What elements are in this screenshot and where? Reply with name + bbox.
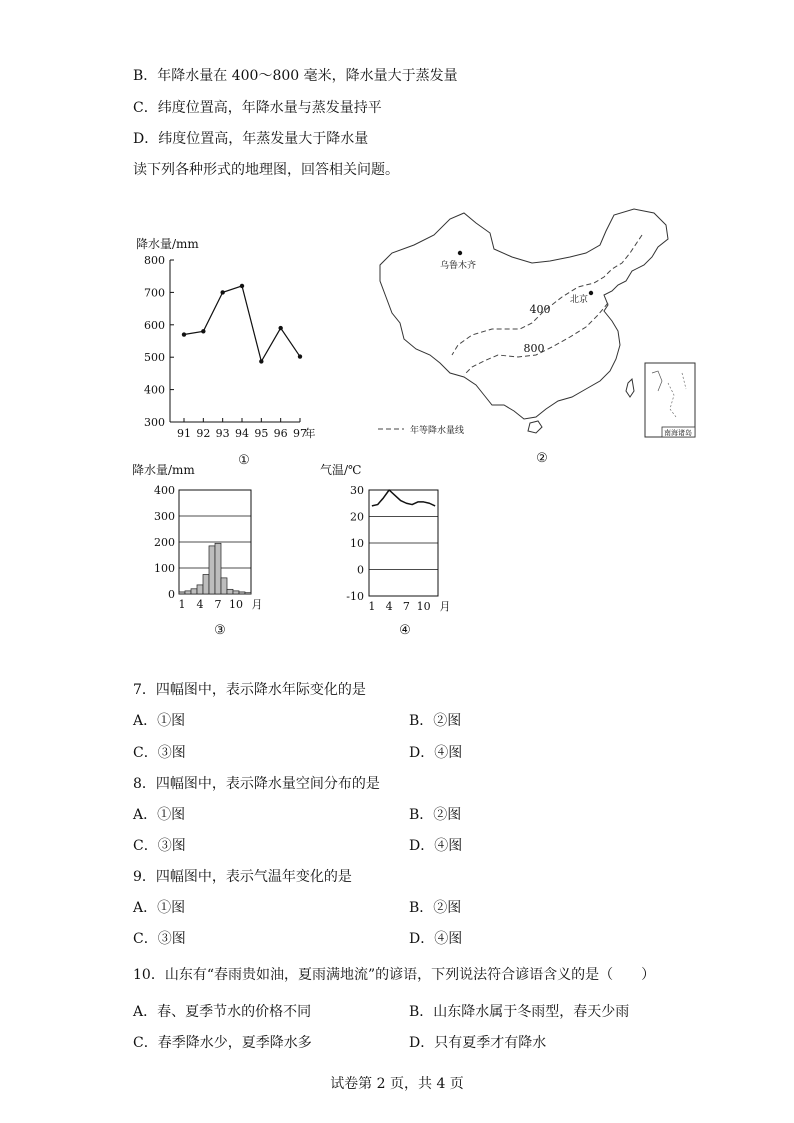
q8-option-c[interactable]: C．③图	[133, 838, 186, 854]
fig1-ytick-label: 700	[144, 286, 165, 300]
fig3-bar	[215, 543, 221, 594]
question-10-stem: 10．山东有“春雨贵如油，夏雨满地流”的谚语，下列说法符合谚语含义的是（ ）	[133, 967, 656, 983]
fig1-data-point	[182, 332, 186, 336]
fig1-series-line	[184, 286, 300, 361]
fig3-x-unit: 月	[251, 598, 263, 611]
fig4-ytick-label: 0	[357, 563, 364, 577]
q10-option-b[interactable]: B．山东降水属于冬雨型，春天少雨	[409, 1004, 630, 1020]
question-8-stem: 8．四幅图中，表示降水量空间分布的是	[133, 776, 380, 792]
fig3-ytick-label: 400	[154, 484, 175, 497]
question-7-stem: 7．四幅图中，表示降水年际变化的是	[133, 682, 366, 698]
fig4-ytick-label: 20	[350, 510, 364, 524]
fig1-data-point	[220, 290, 224, 294]
fig4-ytick-label: 30	[350, 484, 364, 497]
fig1-ytick-label: 800	[144, 254, 165, 267]
fig3-ylabel: 降水量/mm	[132, 463, 195, 477]
q8-option-b[interactable]: B．②图	[409, 807, 462, 823]
fig3-bar	[191, 589, 197, 594]
q8-option-d[interactable]: D．④图	[409, 838, 463, 854]
fig3-ytick-label: 200	[154, 536, 175, 549]
hainan-island	[528, 421, 542, 433]
prompt-text: 读下列各种形式的地理图，回答相关问题。	[133, 162, 399, 178]
q10-option-d[interactable]: D．只有夏季才有降水	[409, 1035, 547, 1051]
q10-option-a[interactable]: A．春、夏季节水的价格不同	[133, 1004, 312, 1020]
fig3-bar	[185, 591, 191, 594]
q9-option-a[interactable]: A．①图	[133, 900, 186, 916]
fig1-xtick-label: 91	[177, 427, 191, 440]
fig1-ytick-label: 400	[144, 383, 165, 397]
fig3-label: ③	[214, 623, 226, 638]
fig1-xtick-label: 92	[196, 427, 211, 440]
fig3-xtick-label: 7	[214, 598, 222, 611]
fig3-xtick-label: 1	[178, 598, 186, 611]
question-9-stem: 9．四幅图中，表示气温年变化的是	[133, 869, 352, 885]
beijing-dot	[589, 291, 593, 295]
fig4-ytick-label: -10	[346, 590, 364, 603]
fig4-ytick-label: 10	[350, 537, 364, 550]
beijing-label: 北京	[569, 295, 589, 305]
fig3-bar	[239, 592, 245, 594]
q9-option-b[interactable]: B．②图	[409, 900, 462, 916]
fig4-xtick-label: 7	[402, 600, 410, 613]
taiwan-island	[626, 379, 634, 397]
fig1-ytick-label: 500	[144, 351, 165, 365]
fig3-bar	[203, 575, 209, 595]
isoline-400-label: 400	[529, 303, 551, 316]
fig4-temperature-line	[372, 490, 435, 506]
fig1-data-point	[278, 326, 282, 330]
option-d-text: D．纬度位置高，年蒸发量大于降水量	[133, 131, 369, 147]
isoline-800-label: 800	[523, 342, 545, 355]
fig3-ytick-label: 300	[154, 510, 175, 523]
q7-option-a[interactable]: A．①图	[133, 713, 186, 729]
fig3-bar	[179, 592, 185, 594]
south-china-sea-inset	[645, 363, 695, 437]
fig1-ytick-label: 300	[144, 416, 165, 429]
fig3-bar	[245, 593, 251, 594]
fig1-ylabel: 降水量/mm	[136, 237, 199, 251]
option-b-text: B．年降水量在 400～800 毫米，降水量大于蒸发量	[133, 68, 458, 84]
fig4-label: ④	[399, 623, 411, 638]
fig4-ylabel: 气温/℃	[320, 463, 362, 477]
fig1-data-point	[259, 359, 263, 363]
china-outline	[380, 209, 668, 419]
inset-label: 南海诸岛	[664, 429, 692, 437]
urumqi-label: 乌鲁木齐	[439, 261, 477, 271]
fig4-xtick-label: 1	[368, 600, 376, 613]
fig4-xtick-label: 4	[385, 600, 393, 613]
q7-option-d[interactable]: D．④图	[409, 745, 463, 761]
option-c-text: C．纬度位置高，年降水量与蒸发量持平	[133, 100, 382, 116]
fig2-label: ②	[536, 451, 548, 466]
q10-option-c[interactable]: C．春季降水少，夏季降水多	[133, 1035, 312, 1051]
fig1-xtick-label: 97	[293, 427, 307, 440]
fig3-ytick-label: 100	[154, 562, 175, 575]
legend-label: 年等降水量线	[410, 426, 465, 436]
isohyet-400	[452, 235, 642, 355]
urumqi-dot	[458, 251, 462, 255]
q9-option-c[interactable]: C．③图	[133, 931, 186, 947]
fig3-bar	[209, 546, 215, 594]
fig4-xtick-label: 10	[416, 600, 431, 613]
fig1-data-point	[240, 284, 244, 288]
page-footer: 试卷第 2 页，共 4 页	[330, 1076, 464, 1092]
fig3-xtick-label: 10	[229, 598, 243, 611]
fig1-label: ①	[238, 453, 250, 468]
fig4-x-unit: 月	[439, 600, 451, 613]
figure-2-map	[372, 205, 702, 470]
figure-4-chart	[318, 462, 468, 642]
fig1-xtick-label: 96	[273, 427, 288, 440]
q7-option-c[interactable]: C．③图	[133, 745, 186, 761]
fig1-xtick-label: 94	[235, 427, 249, 440]
fig3-ytick-label: 0	[168, 588, 175, 601]
q9-option-d[interactable]: D．④图	[409, 931, 463, 947]
fig1-xtick-label: 93	[215, 427, 230, 440]
fig3-bar	[197, 585, 203, 594]
fig1-data-point	[298, 354, 302, 358]
fig1-data-point	[201, 329, 205, 333]
fig1-ytick-label: 600	[144, 318, 165, 332]
fig1-x-unit: 年	[304, 427, 316, 440]
fig3-bar	[227, 589, 233, 594]
fig3-bar	[221, 578, 227, 594]
q8-option-a[interactable]: A．①图	[133, 807, 186, 823]
fig3-xtick-label: 4	[196, 598, 204, 611]
figure-3-chart	[130, 462, 270, 642]
q7-option-b[interactable]: B．②图	[409, 713, 462, 729]
figure-1-chart	[132, 232, 332, 472]
fig1-xtick-label: 95	[254, 427, 269, 440]
fig3-bar	[233, 591, 239, 594]
